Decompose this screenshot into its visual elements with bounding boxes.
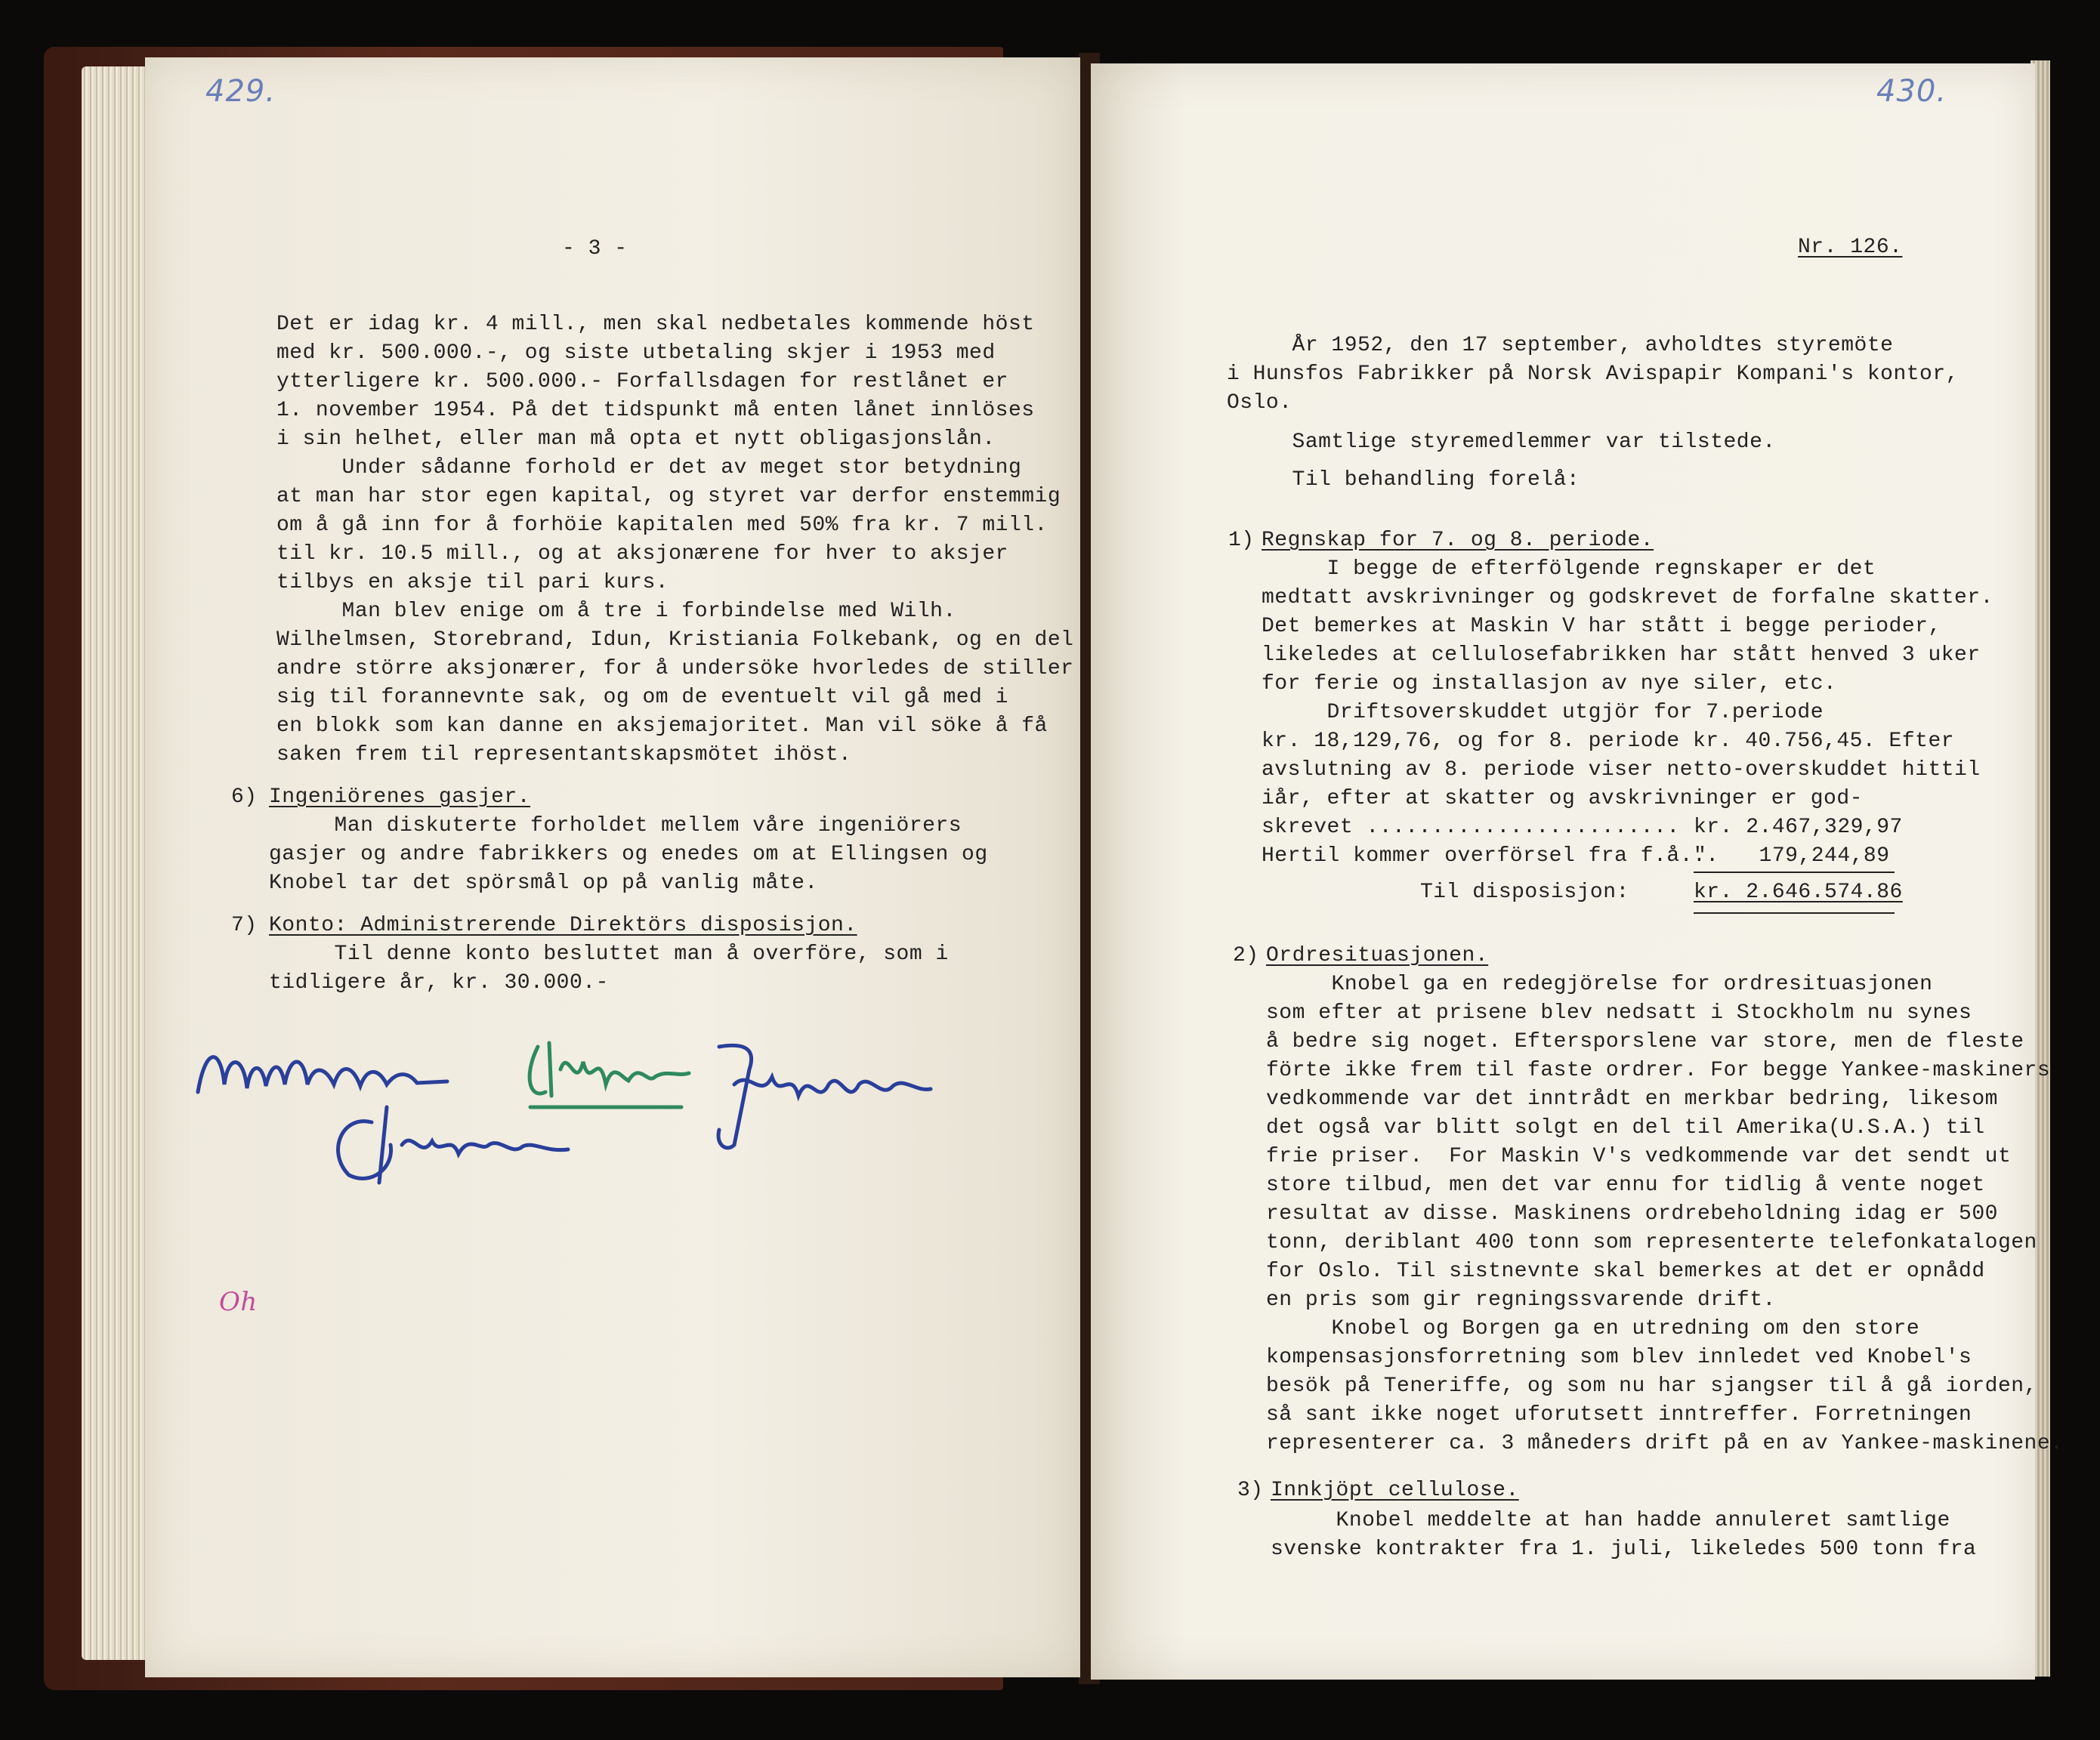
text-line: det også var blitt solgt en del til Amerika(U.S.A.) til — [1266, 1116, 1985, 1140]
item-heading: Regnskap for 7. og 8. periode. — [1262, 529, 1654, 552]
text-line: en blokk som kan danne en aksjemajoritet. Man vil söke å få — [276, 714, 1048, 738]
text-line: resultat av disse. Maskinens ordrebeholdning idag er 500 — [1266, 1202, 1998, 1226]
text-line: förte ikke frem til faste ordrer. For begge Yankee-maskiners — [1266, 1059, 2051, 1082]
text-line: Knobel tar det spörsmål op på vanlig måte. — [269, 872, 818, 895]
right-page — [1091, 63, 2064, 1680]
text-line: at man har stor egen kapital, og styret var derfor enstemmig — [276, 485, 1061, 508]
item-number: 2) — [1233, 944, 1259, 967]
page-edges — [82, 66, 154, 1660]
right-folio-number: 430. — [1876, 74, 1947, 109]
text-line: Knobel og Borgen ga en utredning om den store — [1266, 1317, 1920, 1340]
text-line: ytterligere kr. 500.000.- Forfallsdagen for restlånet er — [276, 370, 1008, 393]
text-line: Knobel meddelte at han hadde annuleret samtlige — [1271, 1509, 1950, 1532]
text-line: tonn, deriblant 400 tonn som representerte telefonkatalogen — [1266, 1231, 2037, 1254]
signature-3 — [689, 1039, 946, 1160]
text-line: vedkommende var det inntrådt en merkbar bedring, likesom — [1266, 1088, 1998, 1111]
text-line: Det er idag kr. 4 mill., men skal nedbetales kommende höst — [276, 313, 1035, 336]
sum-rule — [1694, 872, 1895, 873]
item-number: 6) — [231, 785, 258, 809]
text-line: i sin helhet, eller man må opta et nytt obligasjonslån. — [276, 427, 996, 451]
text-line: I begge de efterfölgende regnskaper er det — [1262, 557, 1876, 581]
account-row-label: Hertil kommer overförsel fra f.å... — [1262, 844, 1719, 868]
text-line: kompensasjonsforretning som blev innledet ved Knobel's — [1266, 1346, 1972, 1369]
text-line: Man blev enige om å tre i forbindelse med Wilh. — [276, 600, 956, 623]
item-heading: Innkjöpt cellulose. — [1271, 1479, 1519, 1502]
text-line: Til denne konto besluttet man å overföre, som i — [269, 942, 949, 966]
item-heading: Ordresituasjonen. — [1266, 944, 1489, 967]
text-line: en pris som gir regningssvarende drift. — [1266, 1288, 1776, 1312]
text-line: Det bemerkes at Maskin V har stått i begge perioder, — [1262, 615, 1941, 638]
text-line: Driftsoverskuddet utgjör for 7.periode — [1262, 701, 1824, 724]
total-label: Til disposisjon: — [1420, 881, 1629, 904]
text-line: for ferie og installasjon av nye siler, etc. — [1262, 672, 1837, 696]
text-line: andre större aksjonærer, for å undersöke hvorledes de stiller — [276, 657, 1074, 680]
text-line: saken frem til representantskapsmötet ihöst. — [276, 743, 852, 767]
text-line: å bedre sig noget. Eftersporslene var store, men de fleste — [1266, 1030, 2024, 1054]
handwritten-initials: Oh — [219, 1287, 258, 1317]
text-line: gasjer og andre fabrikkers og enedes om at Ellingsen og — [269, 843, 988, 866]
text-line: avslutning av 8. periode viser netto-overskuddet hittil — [1262, 758, 1981, 782]
text-line: i Hunsfos Fabrikker på Norsk Avispapir Kompani's kontor, — [1227, 362, 1959, 386]
text-line: sig til forannevnte sak, og om de eventuelt vil gå med i — [276, 686, 1008, 709]
left-page-header: - 3 - — [562, 237, 628, 261]
text-line: Wilhelmsen, Storebrand, Idun, Kristiania Folkebank, og en del — [276, 628, 1074, 652]
text-line: likeledes at cellulosefabrikken har stått henved 3 uker — [1262, 643, 1981, 667]
text-line: Under sådanne forhold er det av meget stor betydning — [276, 456, 1022, 480]
signature-4 — [319, 1100, 591, 1198]
account-row-value: " 179,244,89 — [1694, 844, 1890, 868]
text-line: tidligere år, kr. 30.000.- — [269, 971, 609, 995]
text-line: medtatt avskrivninger og godskrevet de forfalne skatter. — [1262, 586, 1993, 609]
text-line: Man diskuterte forholdet mellem våre ingeniörers — [269, 814, 962, 838]
text-line: iår, efter at skatter og avskrivninger er god- — [1262, 787, 1863, 810]
text-line: 1. november 1954. På det tidspunkt må enten lånet innlöses — [276, 399, 1035, 422]
text-line: År 1952, den 17 september, avholdtes styremöte — [1227, 334, 1894, 357]
left-page — [145, 57, 1080, 1677]
text-line: om å gå inn for å forhöie kapitalen med 50% fra kr. 7 mill. — [276, 514, 1048, 537]
text-line: Knobel ga en redegjörelse for ordresituasjonen — [1266, 973, 1933, 996]
text-line: representerer ca. 3 måneders drift på en av Yankee-maskinene. — [1266, 1432, 2064, 1455]
text-line: Oslo. — [1227, 391, 1292, 415]
item-heading: Ingeniörenes gasjer. — [269, 785, 531, 809]
account-row-label: skrevet ........................ — [1262, 816, 1680, 839]
text-line: svenske kontrakter fra 1. juli, likeledes 500 tonn fra — [1271, 1538, 1977, 1561]
text-line: store tilbud, men det var ennu for tidlig å vente noget — [1266, 1174, 1985, 1197]
item-number: 7) — [231, 914, 258, 937]
item-number: 3) — [1237, 1479, 1264, 1502]
item-number: 1) — [1228, 529, 1255, 552]
text-line: frie priser. For Maskin V's vedkommende var det sendt ut — [1266, 1145, 2012, 1168]
text-line: for Oslo. Til sistnevnte skal bemerkes at det er opnådd — [1266, 1260, 1985, 1283]
text-line: kr. 18,129,76, og for 8. periode kr. 40.756,45. Efter — [1262, 730, 1955, 753]
text-line: Samtlige styremedlemmer var tilstede. — [1227, 430, 1776, 454]
text-line: som efter at prisene blev nedsatt i Stockholm nu synes — [1266, 1001, 1972, 1025]
text-line: med kr. 500.000.-, og siste utbetaling skjer i 1953 med — [276, 341, 996, 365]
text-line: til kr. 10.5 mill., og at aksjonærene for hver to aksjer — [276, 542, 1008, 566]
text-line: så sant ikke noget uforutsett inntreffer. Forretningen — [1266, 1403, 1972, 1427]
minutes-number: Nr. 126. — [1798, 236, 1903, 259]
text-line: Til behandling forelå: — [1227, 468, 1580, 492]
total-value: kr. 2.646.574.86 — [1694, 881, 1903, 904]
account-row-value: kr. 2.467,329,97 — [1694, 816, 1903, 839]
total-double-rule — [1694, 912, 1895, 914]
item-heading: Konto: Administrerende Direktörs disposisjon. — [269, 914, 857, 937]
text-line: besök på Teneriffe, og som nu har sjangser til å gå iorden, — [1266, 1374, 2037, 1398]
left-folio-number: 429. — [205, 74, 276, 109]
text-line: tilbys en aksje til pari kurs. — [276, 571, 669, 594]
